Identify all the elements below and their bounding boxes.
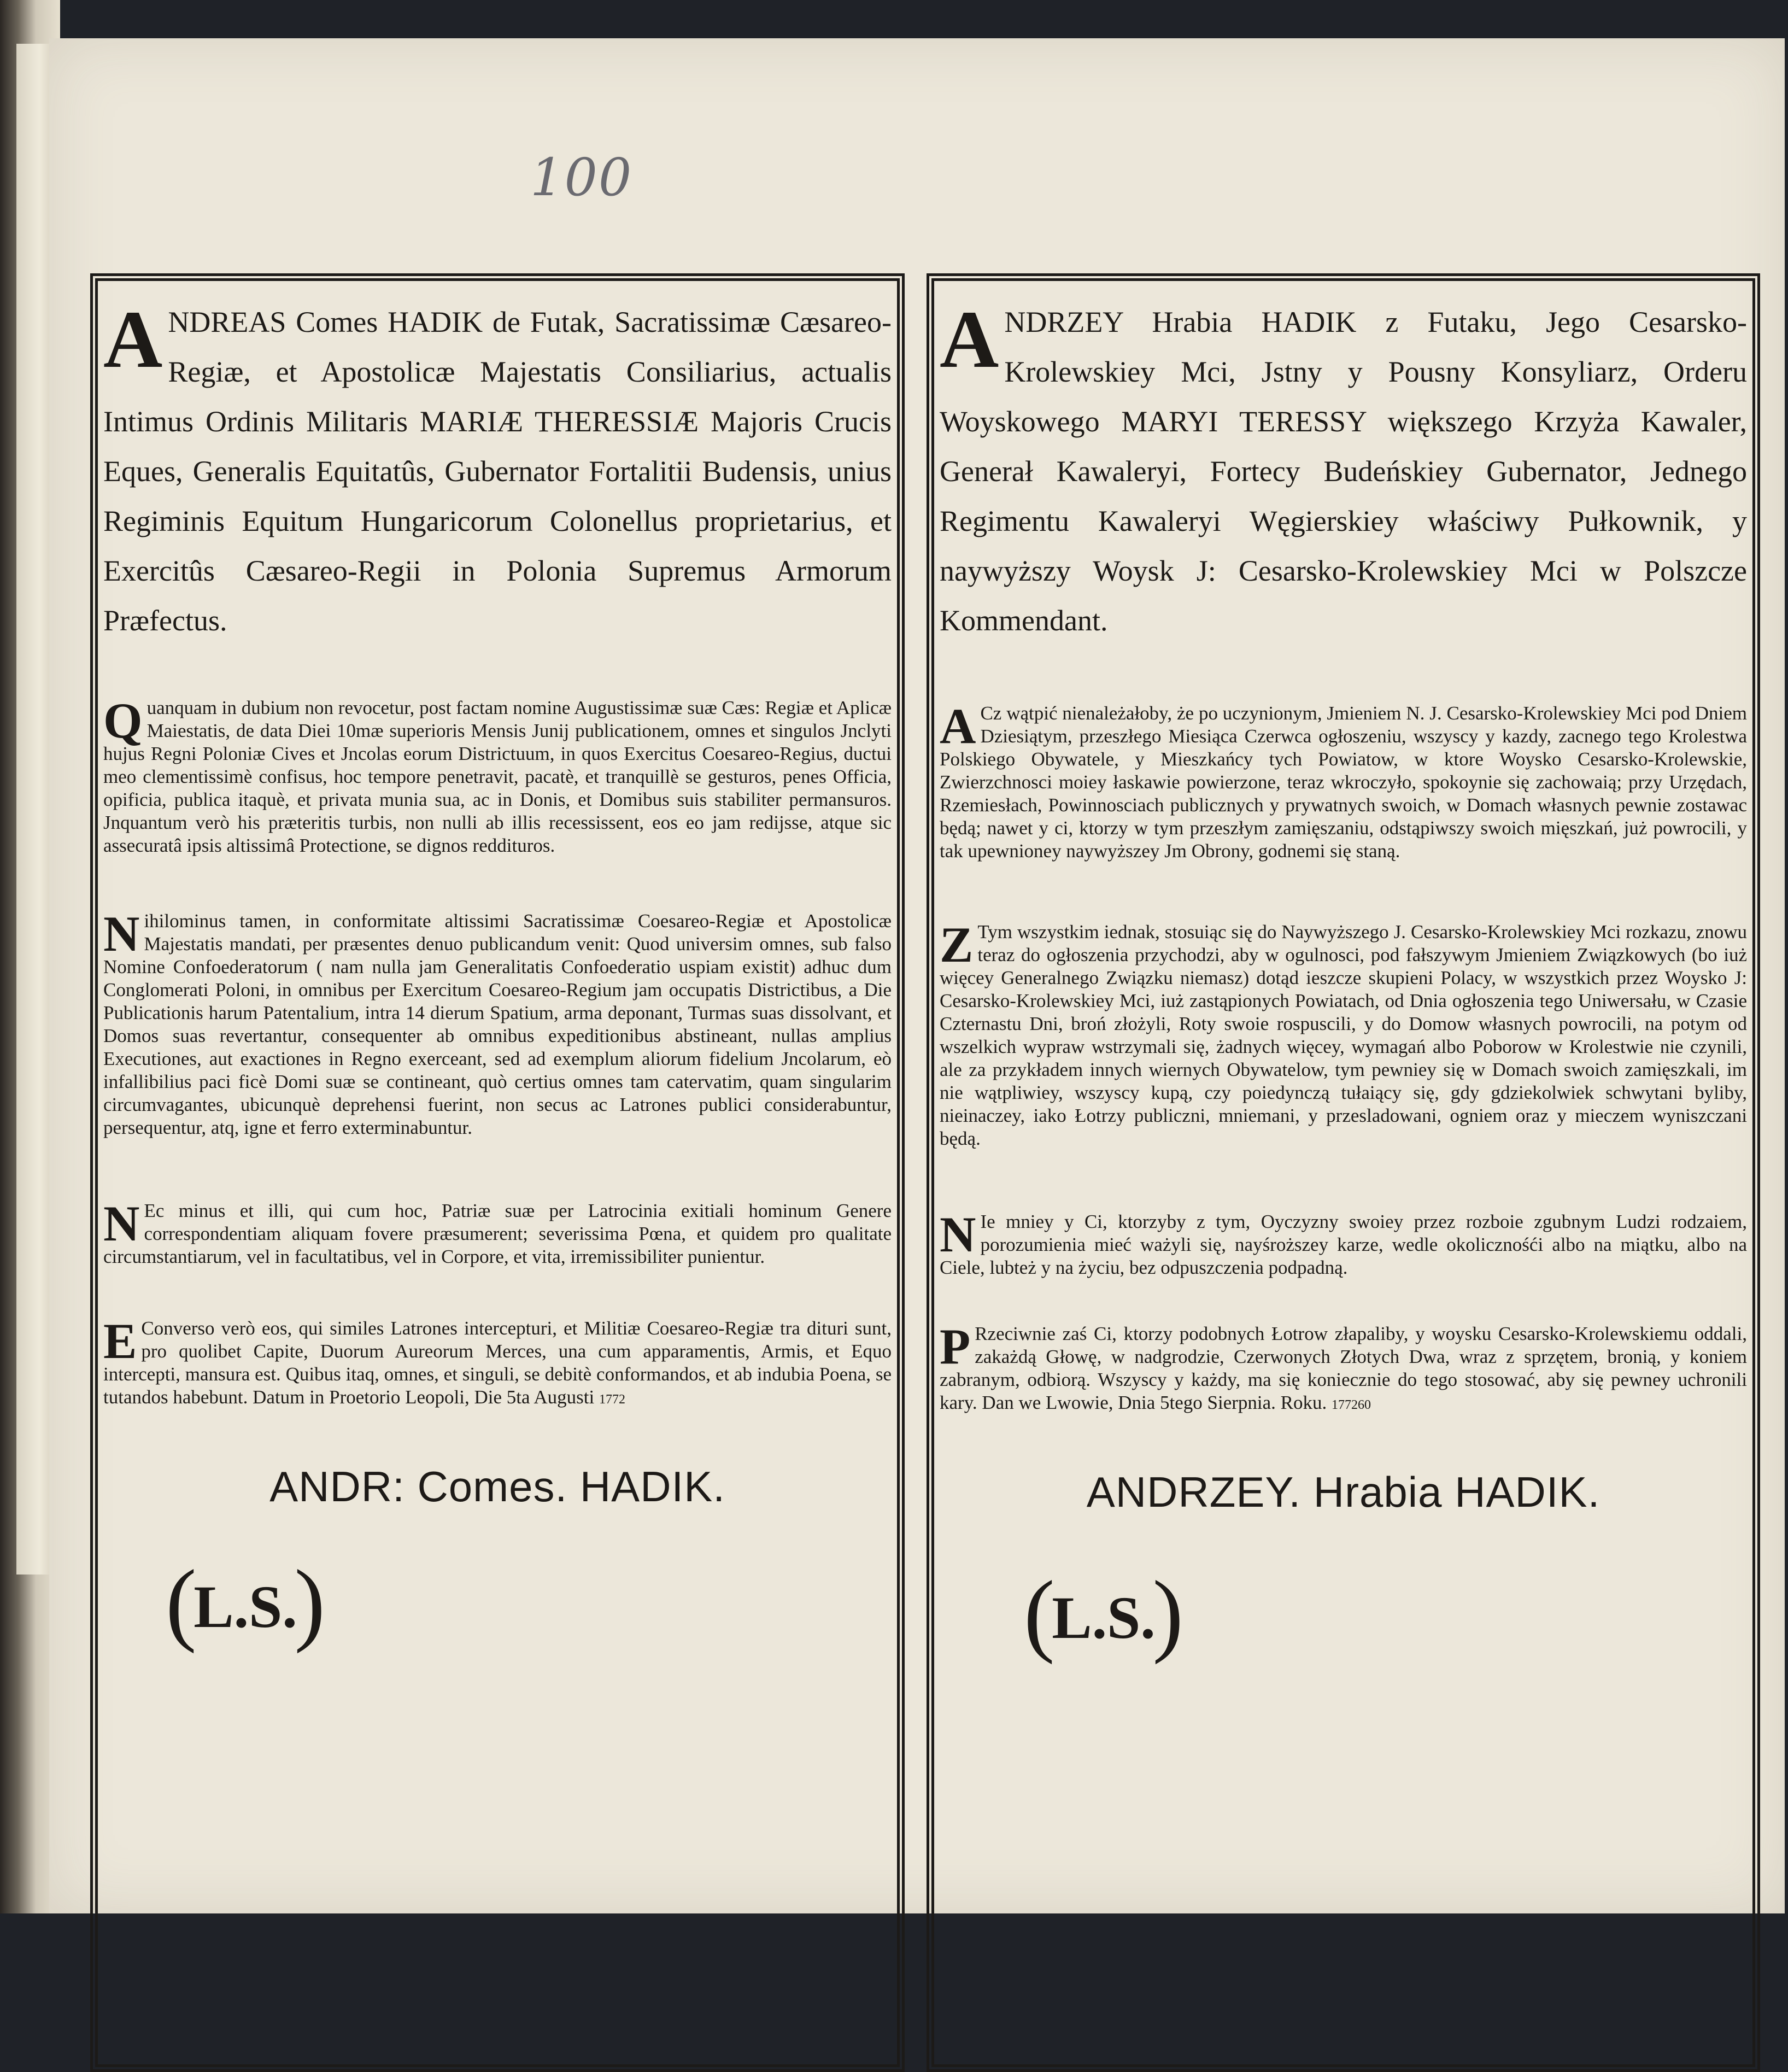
polish-title-text: NDRZEY Hrabia HADIK z Futaku, Jego Cesarsko-Krolewskiey Mci, Jstny y Pousny Konsyliarz, Orderu Woyskowego MARYI TERESSY większego Krzyża Kawaler, Generał Kawaleryi, Fortecy Budeńskiey Gubernator, Jednego Regimentu Kawaleryi Węgierskiey właściwy Pułkownik, y naywyższy Woysk J: Cesarsko-Krolewskiey Mci w Polszcze Kommendant. — [940, 306, 1747, 637]
polish-p3-initial: N — [940, 1207, 976, 1262]
latin-p3-text: Ec minus et illi, qui cum hoc, Patriæ suæ per Latrocinia exitiali hominum Genere correspondentiam aliquam fovere præsumerent; severissima Pœna, et quidem pro qualitate circumstantiarum, vel in facultatibus, vel in Corpore, et vita, irremissibiliter punientur. — [103, 1200, 892, 1267]
latin-seal-text: L.S. — [194, 1573, 297, 1640]
latin-p1-initial: Q — [103, 693, 143, 748]
folio-number: 100 — [530, 148, 633, 208]
polish-p2-text: Tym wszystkim iednak, stosuiąc się do Naywyższego J. Cesarsko-Krolewskiey Mci rozkazu, znowu teraz do ogłoszenia przychodzi, aby w ogulnosci, pod fałszywym Jmieniem Związkowych (bo iuż więcey Generalnego Związku niemasz) dotąd ieszcze skupieni Polacy, w wszystkich przez Woysko J: Cesarsko-Krolewskiey Mci, iuż zastąpionych Powiatach, od Dnia ogłoszenia tego Uniwersału, w Czasie Czternastu Dni, broń złożyli, Roty swoie rospuscili, y do Domow własnych powrocili, na potym od wszelkich wypraw wstrzymali się, żadnych więcey, wymagań albo Poborow w Krolestwie nie czynili, ale za przykładem innych wiernych Obywatelow, tym pewniey się w Domach swoich zamięszkali, im nie wątpliwiey, wszyscy kupą, czy poiedynczą tułaiący się, gdy gdziekolwiek schwytani byliby, nieinaczey, iako Łotrzy publiczni, mniemani, y przesladowani, ogniem oraz y mieczem wyniszczani będą. — [940, 921, 1747, 1149]
latin-title — [103, 294, 892, 646]
latin-p4-text: Converso verò eos, qui similes Latrones intercepturi, et Militiæ Coesareo-Regiæ tra dituri sunt, pro quolibet Capite, Duorum Aureorum Merces, una cum apparamentis, Armis, et Equo intercepti, mansura est. Quibus itaq, omnes, et singuli, se debitè conformandos, et ab indubia Poena, se tutandos habebunt. Datum in Proetorio Leopoli, Die 5ta Augusti — [103, 1318, 892, 1408]
polish-p1-initial: A — [940, 698, 976, 754]
polish-seal-text: L.S. — [1052, 1584, 1156, 1651]
latin-signature: ANDR: Comes. HADIK. — [269, 1462, 725, 1511]
latin-paragraph-2 — [103, 906, 892, 1139]
polish-title — [940, 294, 1747, 646]
polish-p3-text: Ie mniey y Ci, ktorzyby z tym, Oyczyzny swoiey przez rozboie zgubnym Ludzi rodzaiem, porozumienia mieć ważyli się, nayśroższey karze, wedle okolicznośći albo na miątku, albo na Ciele, lubteż y na życiu, bez odpuszczenia podpadną. — [940, 1211, 1747, 1278]
polish-date-year: 177260 — [1332, 1398, 1371, 1412]
latin-p1-text: uanquam in dubium non revocetur, post factam nomine Augustissimæ suæ Cæs: Regiæ et Aplicæ Maiestatis, de data Diei 10mæ superioris Mensis Junij publicationem, omnes et singulos Jnclyti hujus Regni Poloniæ Cives et Jncolas eorum Districtuum, in quos Exercitus Coesareo-Regius, ductui meo clementissimè confisus, hoc tempore penetravit, pacatè, et tranquillè se gesturos, penes Officia, opificia, publica itaquè, et privata munia sua, ac in Donis, et Domibus suis stabiliter permansuros. Jnquantum verò his præteritis turbis, non nulli ab illis recessissent, eos eo jam redijsse, atque sic assecuratâ ipsis altissimâ Protectione, se dignos reddituros. — [103, 697, 892, 856]
polish-p4-initial: P — [940, 1319, 971, 1374]
latin-paragraph-3 — [103, 1196, 892, 1268]
polish-panel — [927, 273, 1760, 2072]
latin-title-text: NDREAS Comes HADIK de Futak, Sacratissimæ Cæsareo-Regiæ, et Apostolicæ Majestatis Consiliarius, actualis Intimus Ordinis Militaris MARIÆ THERESSIÆ Majoris Crucis Eques, Generalis Equitatûs, Gubernator Fortalitii Budensis, unius Regiminis Equitum Hungaricorum Colonellus proprietarius, et Exercitûs Cæsareo-Regii in Polonia Supremus Armorum Præfectus. — [103, 306, 892, 637]
polish-paragraph-1 — [940, 698, 1747, 863]
latin-p4-initial: E — [103, 1313, 137, 1369]
latin-paragraph-4 — [103, 1313, 892, 1411]
polish-paragraph-4 — [940, 1319, 1747, 1417]
polish-title-dropcap: A — [940, 294, 999, 385]
latin-seal: ( L.S. ) — [166, 1551, 325, 1654]
polish-p4-text: Rzeciwnie zaś Ci, ktorzy podobnych Łotrow złapaliby, y woysku Cesarsko-Krolewskiemu oddali, zakażdą Głowę, w nadgrodzie, Czerwonych Złotych Dwa, wraz z sprzętem, bronią, y koniem zabranym, odbiorą. Wszyscy y każdy, ma się koniecznie do tego stosować, aby się pewney uchronili kary. Dan we Lwowie, Dnia 5tego Sierpnia. Roku. — [940, 1323, 1747, 1413]
latin-p2-initial: N — [103, 906, 140, 962]
latin-p3-initial: N — [103, 1196, 140, 1251]
latin-p2-text: ihilominus tamen, in conformitate altissimi Sacratissimæ Coesareo-Regiæ et Apostolicæ Majestatis mandati, per præsentes denuo publicandum venit: Quod universim omnes, sub falso Nomine Confoederatorum ( nam nulla jam Generalitatis Confoederatio uspiam existit) adhuc dum Conglomerati Poloni, in omnibus per Exercitum Coesareo-Regium jam occupatis Districtibus, a Die Publicationis harum Patentalium, intra 14 dierum Spatium, arma deponant, Turmas suas dissolvant, et Domos suas revertantur, consequenter ab omnibus expeditionibus abstineant, nullas amplius Executiones, aut exactiones in Regno exerceant, sed ad exemplum aliorum fidelium Jncolarum, eò infallibilius paci ficè Domi suæ se contineant, quò certius omnes tam catervatim, quam singularim circumvagantes, ubicunquè deprehensi fuerint, non secus ac Latrones publici considerabuntur, persequentur, atq, igne et ferro exterminabuntur. — [103, 910, 892, 1138]
polish-p1-text: Cz wątpić nienależałoby, że po uczynionym, Jmieniem N. J. Cesarsko-Krolewskiey Mci pod Dniem Dziesiątym, przeszłego Miesiąca Czerwca ogłoszeniu, wszyscy y kazdy, zacnego tego Krolestwa Polskiego Obywatele, y Mieszkańcy tych Powiatow, w ktore Woysko Cesarsko-Krolewskie, Zwierzchnosci moiey łaskawie powierzone, teraz wkroczyło, spokoynie się zachowaią; przy Urzędach, Rzemiesłach, Powinnosciach publicznych y prywatnych swoich, w Domach własnych pewnie zostawac będą; nawet y ci, ktorzy w tym przeszłym zamięszaniu, odstąpiwszy swoich mięszkań, już powrocili, y tak upewnioney naywyższey Jm Obrony, godnemi się staną. — [940, 703, 1747, 862]
latin-date-year: 1772 — [599, 1392, 625, 1407]
polish-paragraph-2 — [940, 917, 1747, 1150]
latin-panel — [90, 273, 905, 2072]
polish-p2-initial: Z — [940, 917, 974, 973]
document-sheet — [49, 38, 1785, 1913]
latin-paragraph-1 — [103, 693, 892, 857]
latin-title-dropcap: A — [103, 294, 163, 385]
polish-signature: ANDRZEY. Hrabia HADIK. — [1086, 1468, 1601, 1516]
polish-seal: ( L.S. ) — [1024, 1562, 1183, 1665]
polish-paragraph-3 — [940, 1207, 1747, 1279]
